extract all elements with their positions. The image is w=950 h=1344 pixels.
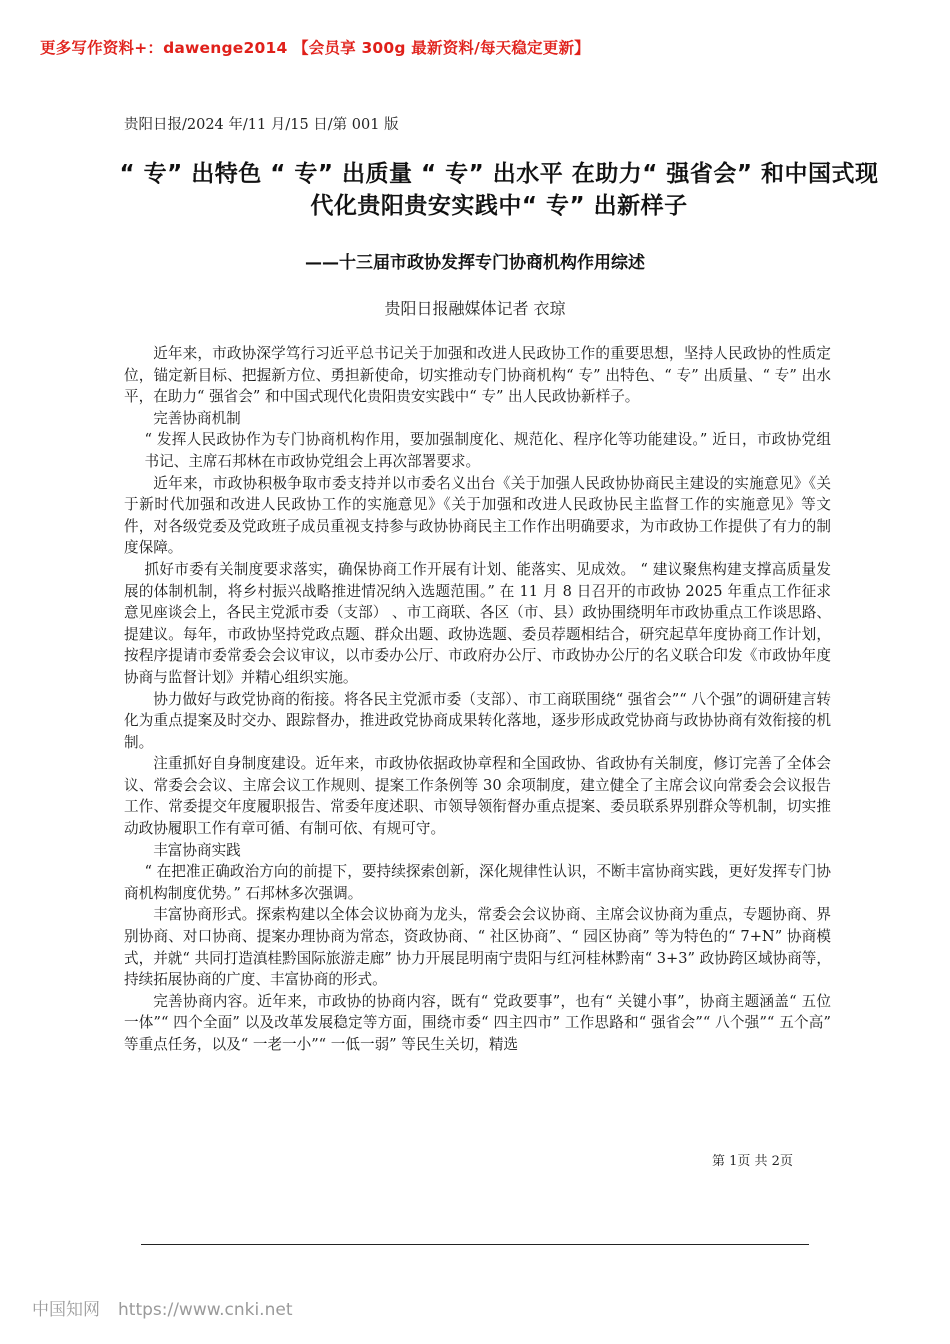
footer-watermark [32, 1295, 292, 1320]
quote-paragraph: “ 在把准正确政治方向的前提下，要持续探索创新，深化规律性认识，不断丰富协商实践，更好发挥专门协商机构制度优势。” 石邦林多次强调。 [124, 863, 831, 902]
section-heading: 丰富协商实践 [153, 841, 241, 859]
footer-brand: 中国知网 [32, 1300, 100, 1320]
paragraph: 注重抓好自身制度建设。近年来，市政协依据政协章程和全国政协、省政协有关制度，修订完善了全体会议、常委会会议、主席会议工作规则、提案工作条例等 30 余项制度，建立健全了主席会议向常委会会议报告工作、常委提交年度履职报告、常委年度述职、市领导领衔督办重点提案、委员联系界别群众等机制，切实推动政协履职工作有章可循、有制可依、有规可守。 [124, 755, 831, 838]
footer-divider [141, 1244, 809, 1245]
paragraph: 完善协商内容。近年来，市政协的协商内容，既有“ 党政要事”，也有“ 关键小事”，协商主题涵盖“ 五位一体”“ 四个全面” 以及改革发展稳定等方面，围绕市委“ 四主四市” 工作思路和“ 强省会”“ 八个强”“ 五个高” 等重点任务，以及“ 一老一小”“ 一低一弱” 等民生关切，精选 [124, 992, 831, 1053]
quote-text: “ 发挥人民政协作为专门协商机构作用，要加强制度化、规范化、程序化等功能建设。” 近日，市政协党组书记、主席石邦林在市政协党组会上再次部署要求。 [144, 431, 831, 470]
quote-paragraph [124, 429, 831, 472]
page-indicator: 第 1页 共 2页 [712, 1154, 793, 1169]
article-title: “ 专” 出特色 “ 专” 出质量 “ 专” 出水平 在助力“ 强省会” 和中国式现代化贵阳贵安实践中“ 专” 出新样子 [119, 161, 879, 219]
article-subtitle: ——十三届市政协发挥专门协商机构作用综述 [305, 253, 645, 273]
paragraph: 近年来，市政协积极争取市委支持并以市委名义出台《关于加强人民政协协商民主建设的实施意见》《关于新时代加强和改进人民政协工作的实施意见》《关于加强和改进人民政协民主监督工作的实施意见》等文件，对各级党委及党政班子成员重视支持参与政协协商民主工作作出明确要求，为市政协工作提供了有力的制度保障。 [124, 474, 831, 557]
article-body [124, 343, 831, 1056]
paragraph: 丰富协商形式。探索构建以全体会议协商为龙头，常委会会议协商、主席会议协商为重点，专题协商、界别协商、对口协商、提案办理协商为常态，资政协商、“ 社区协商”、“ 园区协商” 等为特色的“ 7+N” 协商模式，并就“ 共同打造滇桂黔国际旅游走廊” 协力开展昆明南宁贵阳与红河桂林黔南“ 3+3” 政协跨区域协商等，持续拓展协商的广度、丰富协商的形式。 [124, 906, 831, 989]
paragraph: 抓好市委有关制度要求落实，确保协商工作开展有计划、能落实、见成效。 “ 建议聚焦构建支撑高质量发展的体制机制，将乡村振兴战略推进情况纳入选题范围。” 在 11 月 8 日召开的市政协 2025 年重点工作征求意见座谈会上，各民主党派市委（支部） 、市工商联、各区（市、县）政协围绕明年市政协重点工作谈思路、提建议。每年，市政协坚持党政点题、群众出题、政协选题、委员荐题相结合，研究起草年度协商工作计划，按程序提请市委常委会会议审议，以市委办公厅、市政府办公厅、市政协办公厅的名义联合印发《市政协年度协商与监督计划》并精心组织实施。 [124, 560, 831, 686]
paragraph: 近年来，市政协深学笃行习近平总书记关于加强和改进人民政协工作的重要思想，坚持人民政协的性质定位，锚定新目标、把握新方位、勇担新使命，切实推动专门协商机构“ 专” 出特色、“ 专” 出质量、“ 专” 出水平，在助力“ 强省会” 和中国式现代化贵阳贵安实践中“ 专” 出人民政协新样子。 [124, 345, 831, 406]
paragraph: 协力做好与政党协商的衔接。将各民主党派市委（支部）、市工商联围绕“ 强省会”“ 八个强”的调研建言转化为重点提案及时交办、跟踪督办，推进政党协商成果转化落地，逐步形成政党协商与政协协商有效衔接的机制。 [124, 690, 831, 751]
source-line: 贵阳日报/2024 年/11 月/15 日/第 001 版 [124, 117, 399, 133]
promo-banner: 更多写作资料+：dawenge2014 【会员享 300g 最新资料/每天稳定更新】 [40, 39, 590, 57]
section-heading: 完善协商机制 [153, 409, 241, 427]
footer-url[interactable]: https://www.cnki.net [118, 1300, 293, 1320]
article-byline: 贵阳日报融媒体记者 衣琼 [384, 299, 566, 318]
